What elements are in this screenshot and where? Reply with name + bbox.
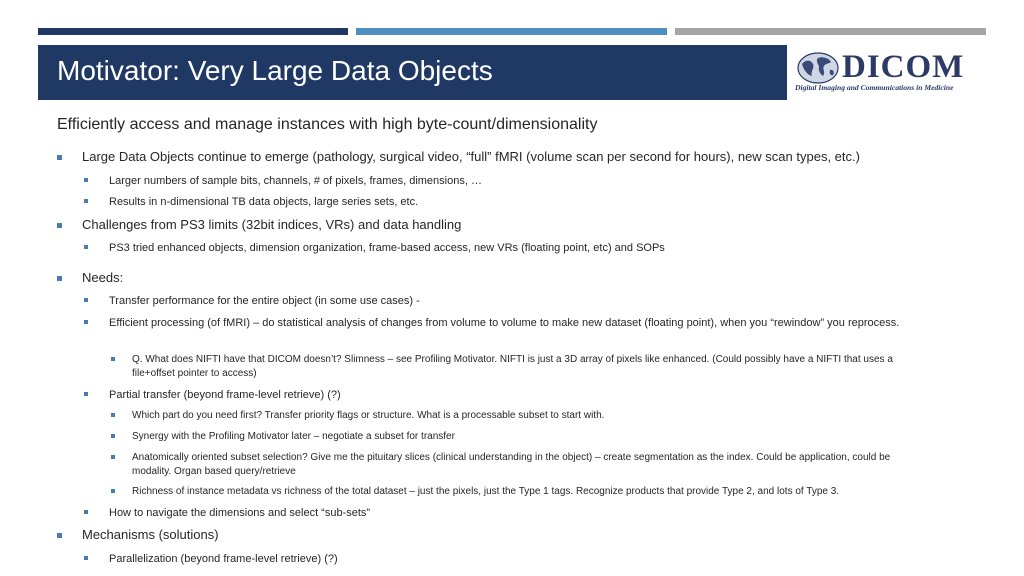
bullet-marker xyxy=(84,556,88,560)
bullet-text: Partial transfer (beyond frame-level retrieve) (?) xyxy=(109,389,341,401)
bullet-text: Challenges from PS3 limits (32bit indices, VRs) and data handling xyxy=(82,217,462,232)
bullet-marker xyxy=(111,455,115,459)
bullet-text: Anatomically oriented subset selection? Give me the pituitary slices (clinical understanding in the object) – create segmentation as the index. Could be application, could be modality. Organ based query/retrieve xyxy=(132,452,891,477)
bullet-marker xyxy=(84,510,88,514)
bullet-text: How to navigate the dimensions and select “sub-sets” xyxy=(109,507,371,519)
bullet-marker xyxy=(84,298,88,302)
slide-title: Motivator: Very Large Data Objects xyxy=(57,55,493,86)
bullet-text: Q. What does NIFTI have that DICOM doesn’t? Slimness – see Profiling Motivator. NIFTI is just a 3D array of pixels like enhanced. (Could possibly have a NIFTI that uses a file+offset pointer to access) xyxy=(132,354,893,379)
bullet-marker xyxy=(111,489,115,493)
bullet-text: Needs: xyxy=(82,270,124,285)
bullet-text: Efficient processing (of fMRI) – do statistical analysis of changes from volume to volume to make new dataset (floating point), when you “rewindow” you reprocess. xyxy=(109,317,900,329)
bullet-text: Which part do you need first? Transfer priority flags or structure. What is a processable subset to start with. xyxy=(132,410,605,421)
logo-tagline: Digital Imaging and Communications in Medicine xyxy=(795,83,954,92)
bullet-marker xyxy=(84,245,88,249)
bullet-marker xyxy=(57,276,62,281)
bullet-marker xyxy=(84,320,88,324)
bullet-text: Synergy with the Profiling Motivator later – negotiate a subset for transfer xyxy=(132,431,455,442)
bullet-marker xyxy=(84,178,88,182)
bullet-text: Large Data Objects continue to emerge (pathology, surgical video, “full” fMRI (volume scan per second for hours), new scan types, etc.) xyxy=(82,149,860,164)
bullet-marker xyxy=(57,223,62,228)
logo-wordmark: DICOM xyxy=(842,49,965,85)
bullet-text: Parallelization (beyond frame-level retrieve) (?) xyxy=(109,553,338,565)
bullet-marker xyxy=(111,357,115,361)
bullet-text: Transfer performance for the entire object (in some use cases) - xyxy=(109,295,420,307)
bullet-text: PS3 tried enhanced objects, dimension organization, frame-based access, new VRs (floating point, etc) and SOPs xyxy=(109,242,665,254)
bullet-text: Results in n-dimensional TB data objects, large series sets, etc. xyxy=(109,196,419,208)
bullet-marker xyxy=(84,199,88,203)
bullet-marker xyxy=(111,434,115,438)
bullet-marker xyxy=(57,533,62,538)
bullet-marker xyxy=(57,155,62,160)
bullet-marker xyxy=(84,392,88,396)
slide-subtitle: Efficiently access and manage instances with high byte-count/dimensionality xyxy=(57,116,598,133)
bullet-marker xyxy=(111,413,115,417)
bullet-text: Richness of instance metadata vs richness of the total dataset – just the pixels, just the Type 1 tags. Recognize products that provide Type 2, and lots of Type 3. xyxy=(132,486,840,497)
bullet-text: Larger numbers of sample bits, channels, # of pixels, frames, dimensions, … xyxy=(109,175,482,187)
bullet-text: Mechanisms (solutions) xyxy=(82,527,219,542)
